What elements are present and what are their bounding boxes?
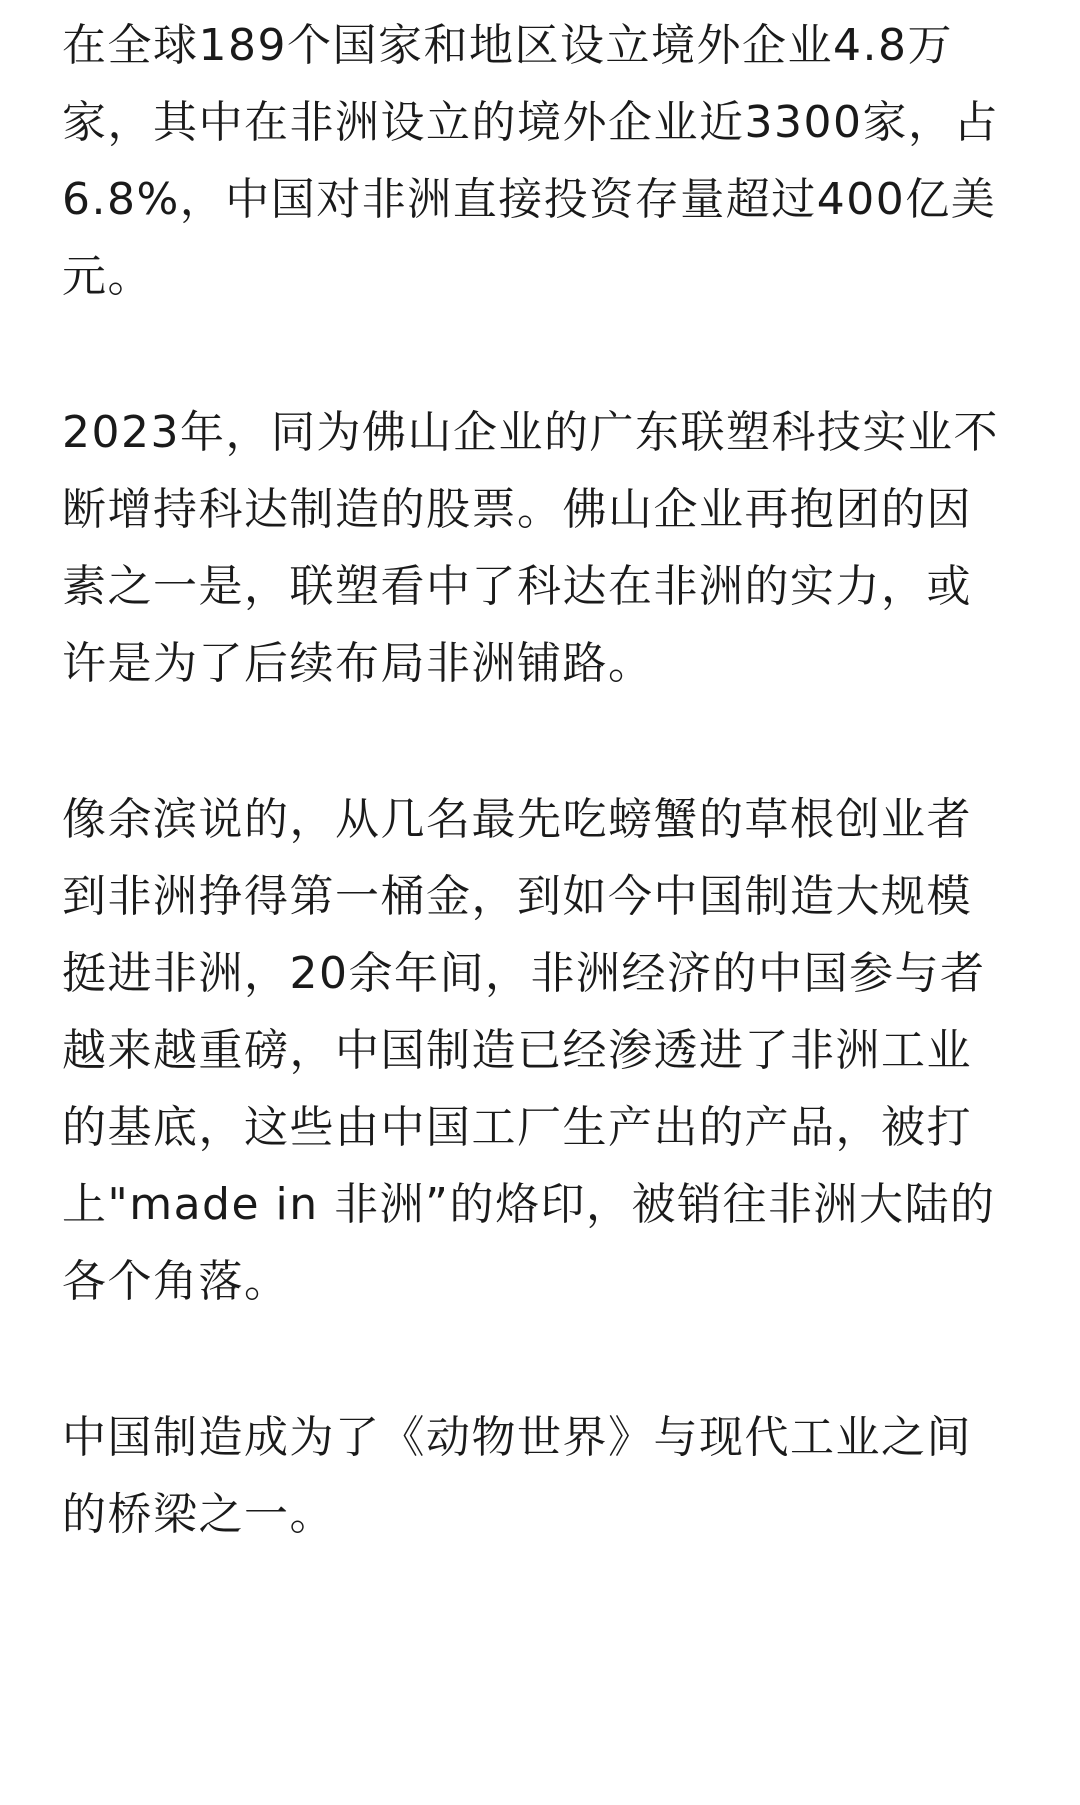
paragraph-3-line-5: 的基底，这些由中国工厂生产出的产品，被打 xyxy=(62,1102,972,1153)
paragraph-1-line-2: 家，其中在非洲设立的境外企业近3300家，占 xyxy=(62,97,999,148)
paragraph-1-line-4: 元。 xyxy=(62,251,153,302)
paragraph-3-line-2: 到非洲挣得第一桶金，到如今中国制造大规模 xyxy=(62,871,972,922)
paragraph-1-line-3: 6.8%，中国对非洲直接投资存量超过400亿美 xyxy=(62,174,997,225)
paragraph-1-line-1: 在全球189个国家和地区设立境外企业4.8万 xyxy=(62,20,953,71)
paragraph-2-line-1: 2023年，同为佛山企业的广东联塑科技实业不 xyxy=(62,407,999,458)
paragraph-2-line-2: 断增持科达制造的股票。佛山企业再抱团的因 xyxy=(62,484,972,535)
paragraph-2-line-3: 素之一是，联塑看中了科达在非洲的实力，或 xyxy=(62,561,972,612)
paragraph-4-line-1: 中国制造成为了《动物世界》与现代工业之间 xyxy=(62,1412,972,1463)
paragraph-3-line-1: 像余滨说的，从几名最先吃螃蟹的草根创业者 xyxy=(62,794,972,845)
paragraph-4-line-2: 的桥梁之一。 xyxy=(62,1489,335,1540)
paragraph-3-line-6: 上"made in 非洲”的烙印，被销往非洲大陆的 xyxy=(62,1179,996,1230)
paragraph-3-line-3: 挺进非洲，20余年间，非洲经济的中国参与者 xyxy=(62,948,986,999)
paragraph-3-line-4: 越来越重磅，中国制造已经渗透进了非洲工业 xyxy=(62,1025,972,1076)
paragraph-2-line-4: 许是为了后续布局非洲铺路。 xyxy=(62,638,654,689)
paragraph-3-line-7: 各个角落。 xyxy=(62,1256,290,1307)
